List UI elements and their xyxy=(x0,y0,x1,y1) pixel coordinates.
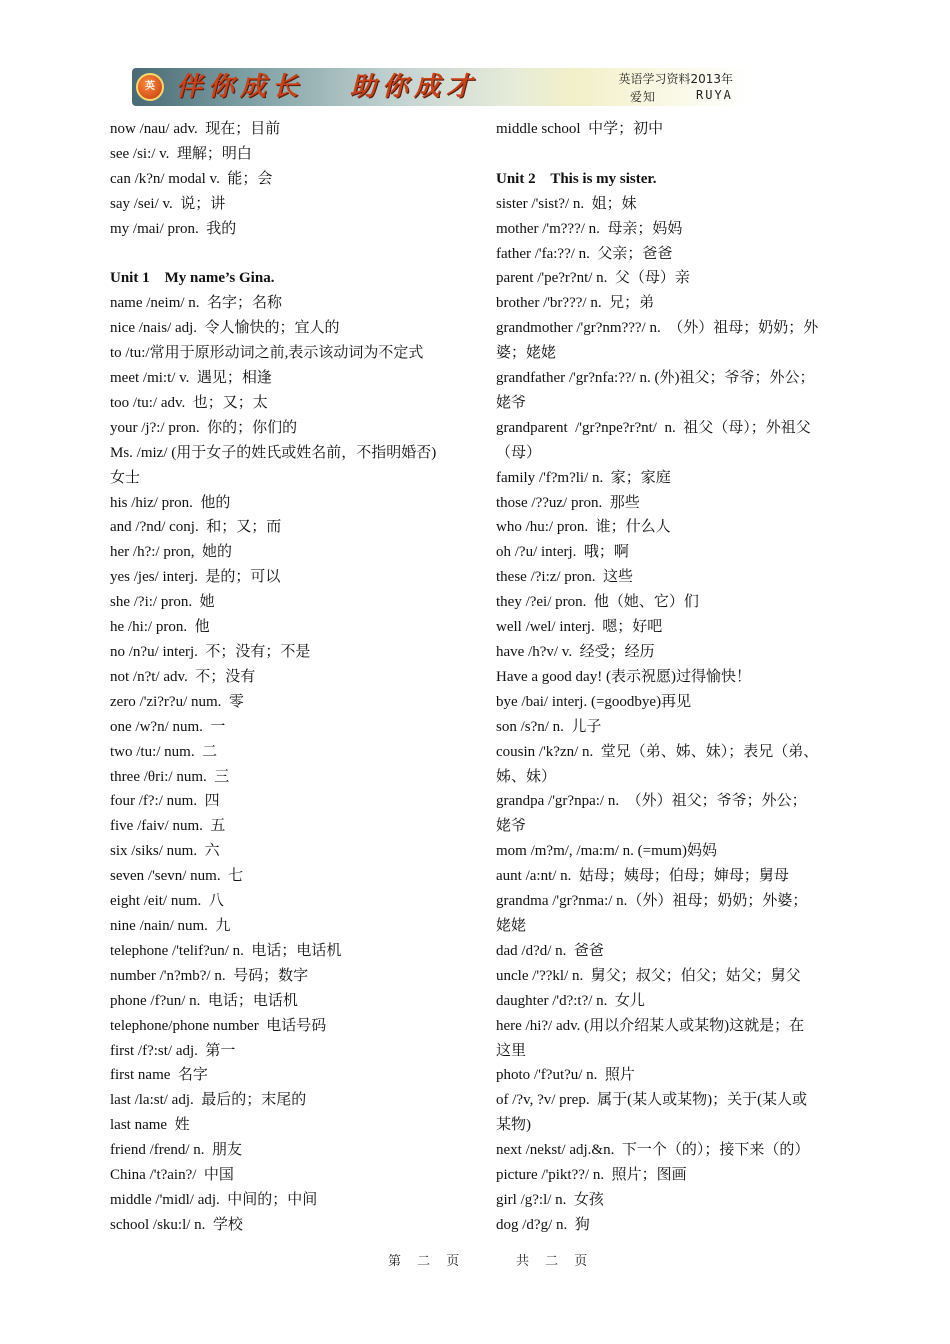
vocab-entry: to /tu:/常用于原形动词之前,表示该动词为不定式 xyxy=(110,345,424,362)
vocab-entry: nine /nain/ num. 九 xyxy=(110,917,231,934)
vocab-entry: nice /nais/ adj. 令人愉快的；宜人的 xyxy=(110,320,340,337)
vocab-entry: five /faiv/ num. 五 xyxy=(110,818,226,835)
vocab-entry: next /nekst/ adj.&n. 下一个（的）；接下来（的） xyxy=(496,1142,810,1159)
vocab-entry: number /'n?mb?/ n. 号码；数字 xyxy=(110,967,309,984)
vocab-entry: those /??uz/ pron. 那些 xyxy=(496,494,640,511)
vocab-entry: here /hi?/ adv. (用以介绍某人或某物)这就是；在 xyxy=(496,1017,805,1034)
vocab-entry: dog /d?g/ n. 狗 xyxy=(496,1216,590,1233)
vocab-entry: he /hi:/ pron. 他 xyxy=(110,619,210,636)
vocab-entry: no /n?u/ interj. 不；没有；不是 xyxy=(110,644,311,661)
vocab-entry: 姊、妹） xyxy=(496,768,557,785)
vocab-entry: now /nau/ adv. 现在；目前 xyxy=(110,121,281,137)
vocab-entry: can /k?n/ modal v. 能；会 xyxy=(110,170,273,187)
vocab-entry: say /sei/ v. 说；讲 xyxy=(110,195,226,212)
page-current: 第 二 页 xyxy=(388,1254,466,1269)
vocab-entry: sister /'sist?/ n. 姐；妹 xyxy=(496,195,637,212)
vocab-entry: she /?i:/ pron. 她 xyxy=(110,594,215,611)
vocab-entry: three /θri:/ num. 三 xyxy=(110,768,230,785)
vocab-entry: my /mai/ pron. 我的 xyxy=(110,220,237,237)
vocab-entry: two /tu:/ num. 二 xyxy=(110,743,218,760)
vocab-entry: mom /m?m/, /ma:m/ n. (=mum)妈妈 xyxy=(496,843,717,860)
vocab-entry: school /sku:l/ n. 学校 xyxy=(110,1216,243,1233)
vocab-entry: telephone /'telif?un/ n. 电话；电话机 xyxy=(110,942,342,959)
vocab-entry: his /hiz/ pron. 他的 xyxy=(110,494,231,511)
page-total: 共 二 页 xyxy=(516,1254,594,1269)
brand-name: 爱知 xyxy=(630,90,657,104)
vocab-entry: first name 名字 xyxy=(110,1067,208,1084)
vocab-entry: middle school 中学；初中 xyxy=(496,121,664,137)
brand-code: RUYA xyxy=(696,88,733,102)
vocab-entry: grandma /'gr?nma:/ n.（外）祖母；奶奶；外婆； xyxy=(496,893,808,910)
vocab-entry: and /?nd/ conj. 和；又；而 xyxy=(110,519,282,536)
vocab-entry: they /?ei/ pron. 他（她、它）们 xyxy=(496,594,699,611)
vocab-entry: your /j?:/ pron. 你的；你们的 xyxy=(110,419,298,436)
vocab-entry: these /?i:z/ pron. 这些 xyxy=(496,569,634,586)
vocab-entry: phone /f?un/ n. 电话；电话机 xyxy=(110,992,298,1009)
vocab-entry: son /s?n/ n. 儿子 xyxy=(496,718,602,735)
vocab-entry: have /h?v/ v. 经受；经历 xyxy=(496,644,655,661)
vocab-entry: zero /'zi?r?u/ num. 零 xyxy=(110,693,244,710)
vocab-entry: grandmother /'gr?nm???/ n. （外）祖母；奶奶；外 xyxy=(496,320,819,337)
vocab-entry: well /wel/ interj. 嗯；好吧 xyxy=(496,619,663,636)
vocab-entry: who /hu:/ pron. 谁；什么人 xyxy=(496,519,671,536)
vocab-entry: too /tu:/ adv. 也；又；太 xyxy=(110,394,268,411)
vocab-entry: grandparent /'gr?npe?r?nt/ n. 祖父（母）；外祖父 xyxy=(496,419,811,436)
vocab-entry: name /neim/ n. 名字；名称 xyxy=(110,295,283,312)
blank-line xyxy=(496,142,852,167)
vocab-entry: one /w?n/ num. 一 xyxy=(110,718,226,735)
vocab-entry: 这里 xyxy=(496,1042,527,1059)
vocab-entry: brother /'br???/ n. 兄；弟 xyxy=(496,295,655,312)
vocab-entry: Ms. /miz/ (用于女子的姓氏或姓名前，不指明婚否) xyxy=(110,444,437,461)
unit-heading: Unit 1 My name’s Gina. xyxy=(110,270,275,287)
vocab-entry: friend /frend/ n. 朋友 xyxy=(110,1142,243,1159)
vocab-entry: aunt /a:nt/ n. 姑母；姨母；伯母；婶母；舅母 xyxy=(496,868,789,885)
vocab-entry: uncle /'??kl/ n. 舅父；叔父；伯父；姑父；舅父 xyxy=(496,967,801,984)
vocab-entry: last name 姓 xyxy=(110,1117,190,1134)
vocab-entry: cousin /'k?zn/ n. 堂兄（弟、姊、妹）；表兄（弟、 xyxy=(496,743,819,760)
vocab-entry: parent /'pe?r?nt/ n. 父（母）亲 xyxy=(496,270,690,287)
vocab-entry: 姥爷 xyxy=(496,818,527,835)
vocab-entry: meet /mi:t/ v. 遇见；相逢 xyxy=(110,370,272,387)
vocab-entry: dad /d?d/ n. 爸爸 xyxy=(496,942,604,959)
logo-badge: 英 xyxy=(136,73,164,101)
slogan-right: 助你成才 xyxy=(350,72,479,102)
vocab-entry: of /?v, ?v/ prep. 属于(某人或某物)；关于(某人或 xyxy=(496,1092,808,1109)
vocab-entry: yes /jes/ interj. 是的；可以 xyxy=(110,569,281,586)
vocab-entry: seven /'sevn/ num. 七 xyxy=(110,868,244,885)
vocab-entry: grandfather /'gr?nfa:??/ n. (外)祖父；爷爷；外公； xyxy=(496,370,815,387)
vocab-entry: picture /'pikt??/ n. 照片；图画 xyxy=(496,1167,687,1184)
vocab-entry: family /'f?m?li/ n. 家；家庭 xyxy=(496,469,671,486)
vocab-entry: mother /'m???/ n. 母亲；妈妈 xyxy=(496,220,683,237)
unit-heading: Unit 2 This is my sister. xyxy=(496,170,657,187)
slogan-left: 伴你成长 xyxy=(176,72,305,102)
vocab-entry: （母） xyxy=(496,444,542,461)
vocab-entry: four /f?:/ num. 四 xyxy=(110,793,220,810)
vocab-entry: middle /'midl/ adj. 中间的；中间 xyxy=(110,1191,318,1208)
vocab-entry: eight /eit/ num. 八 xyxy=(110,893,224,910)
left-vocabulary-column xyxy=(110,117,472,1238)
vocab-entry: 女士 xyxy=(110,469,141,486)
right-vocabulary-column xyxy=(496,117,852,1238)
vocab-entry: father /'fa:??/ n. 父亲；爸爸 xyxy=(496,245,673,262)
vocab-entry: 姥爷 xyxy=(496,394,527,411)
vocab-entry: Have a good day! (表示祝愿)过得愉快！ xyxy=(496,668,751,685)
vocab-entry: girl /g?:l/ n. 女孩 xyxy=(496,1191,604,1208)
vocab-entry: her /h?:/ pron, 她的 xyxy=(110,544,233,561)
vocab-entry: 姥姥 xyxy=(496,917,527,934)
vocab-entry: oh /?u/ interj. 哦；啊 xyxy=(496,544,629,561)
vocab-entry: see /si:/ v. 理解；明白 xyxy=(110,145,252,162)
brand-title: 英语学习资料2013年 xyxy=(618,72,733,86)
blank-line xyxy=(110,242,472,267)
vocab-entry: photo /'f?ut?u/ n. 照片 xyxy=(496,1067,635,1084)
vocab-entry: telephone/phone number 电话号码 xyxy=(110,1017,327,1034)
vocab-entry: not /n?t/ adv. 不；没有 xyxy=(110,668,256,685)
vocab-entry: grandpa /'gr?npa:/ n. （外）祖父；爷爷；外公； xyxy=(496,793,807,810)
vocab-entry: 婆；姥姥 xyxy=(496,345,557,362)
header-banner xyxy=(132,68,748,106)
vocab-entry: 某物) xyxy=(496,1117,531,1134)
vocab-entry: first /f?:st/ adj. 第一 xyxy=(110,1042,236,1059)
vocab-entry: daughter /'d?:t?/ n. 女儿 xyxy=(496,992,645,1009)
vocab-entry: China /'t?ain?/ 中国 xyxy=(110,1167,234,1184)
vocab-entry: six /siks/ num. 六 xyxy=(110,843,220,860)
vocab-entry: bye /bai/ interj. (=goodbye)再见 xyxy=(496,693,692,710)
vocab-entry: last /la:st/ adj. 最后的；末尾的 xyxy=(110,1092,307,1109)
